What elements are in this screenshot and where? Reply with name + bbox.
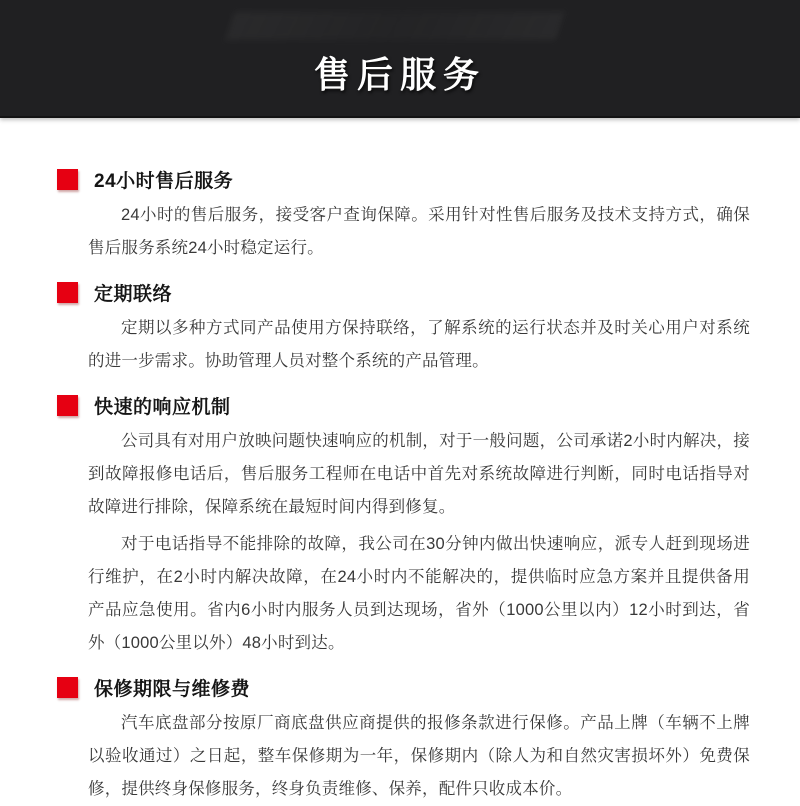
service-content [0,118,800,806]
section-24h-service [57,166,750,265]
section-heading-row [57,166,750,193]
section-heading: 保修期限与维修费 [94,679,251,700]
section-heading-row [57,279,750,306]
red-square-bullet-icon [57,169,78,190]
section-heading: 定期联络 [94,284,173,305]
page-header [0,0,800,118]
page-title: 售后服务 [313,54,486,95]
section-heading-row [57,392,750,419]
section-paragraph: 公司具有对用户放映问题快速响应的机制，对于一般问题，公司承诺2小时内解决，接到故障报修电话后，售后服务工程师在电话中首先对系统故障进行判断，同时电话指导对故障进行排除，保障系统在最短时间内得到修复。 [88,432,750,516]
red-square-bullet-icon [57,282,78,303]
section-heading-row [57,674,750,701]
section-heading: 快速的响应机制 [94,397,231,418]
faint-watermark [225,12,564,40]
section-warranty [57,674,750,806]
red-square-bullet-icon [57,395,78,416]
section-paragraph: 定期以多种方式同产品使用方保持联络，了解系统的运行状态并及时关心用户对系统的进一步需求。协助管理人员对整个系统的产品管理。 [88,319,750,370]
section-heading: 24小时售后服务 [94,171,234,192]
section-paragraph: 汽车底盘部分按原厂商底盘供应商提供的报修条款进行保修。产品上牌（车辆不上牌以验收通过）之日起，整车保修期为一年，保修期内（除人为和自然灾害损坏外）免费保修，提供终身保修服务，终身负责维修、保养，配件只收成本价。 [88,714,750,798]
section-fast-response [57,392,750,660]
section-paragraph: 对于电话指导不能排除的故障，我公司在30分钟内做出快速响应，派专人赶到现场进行维护，在2小时内解决故障，在24小时内不能解决的，提供临时应急方案并且提供备用产品应急使用。省内6小时内服务人员到达现场，省外（1000公里以内）12小时到达，省外（1000公里以外）48小时到达。 [88,535,750,652]
section-regular-contact [57,279,750,378]
red-square-bullet-icon [57,677,78,698]
section-paragraph: 24小时的售后服务，接受客户查询保障。采用针对性售后服务及技术支持方式，确保售后服务系统24小时稳定运行。 [88,206,750,257]
